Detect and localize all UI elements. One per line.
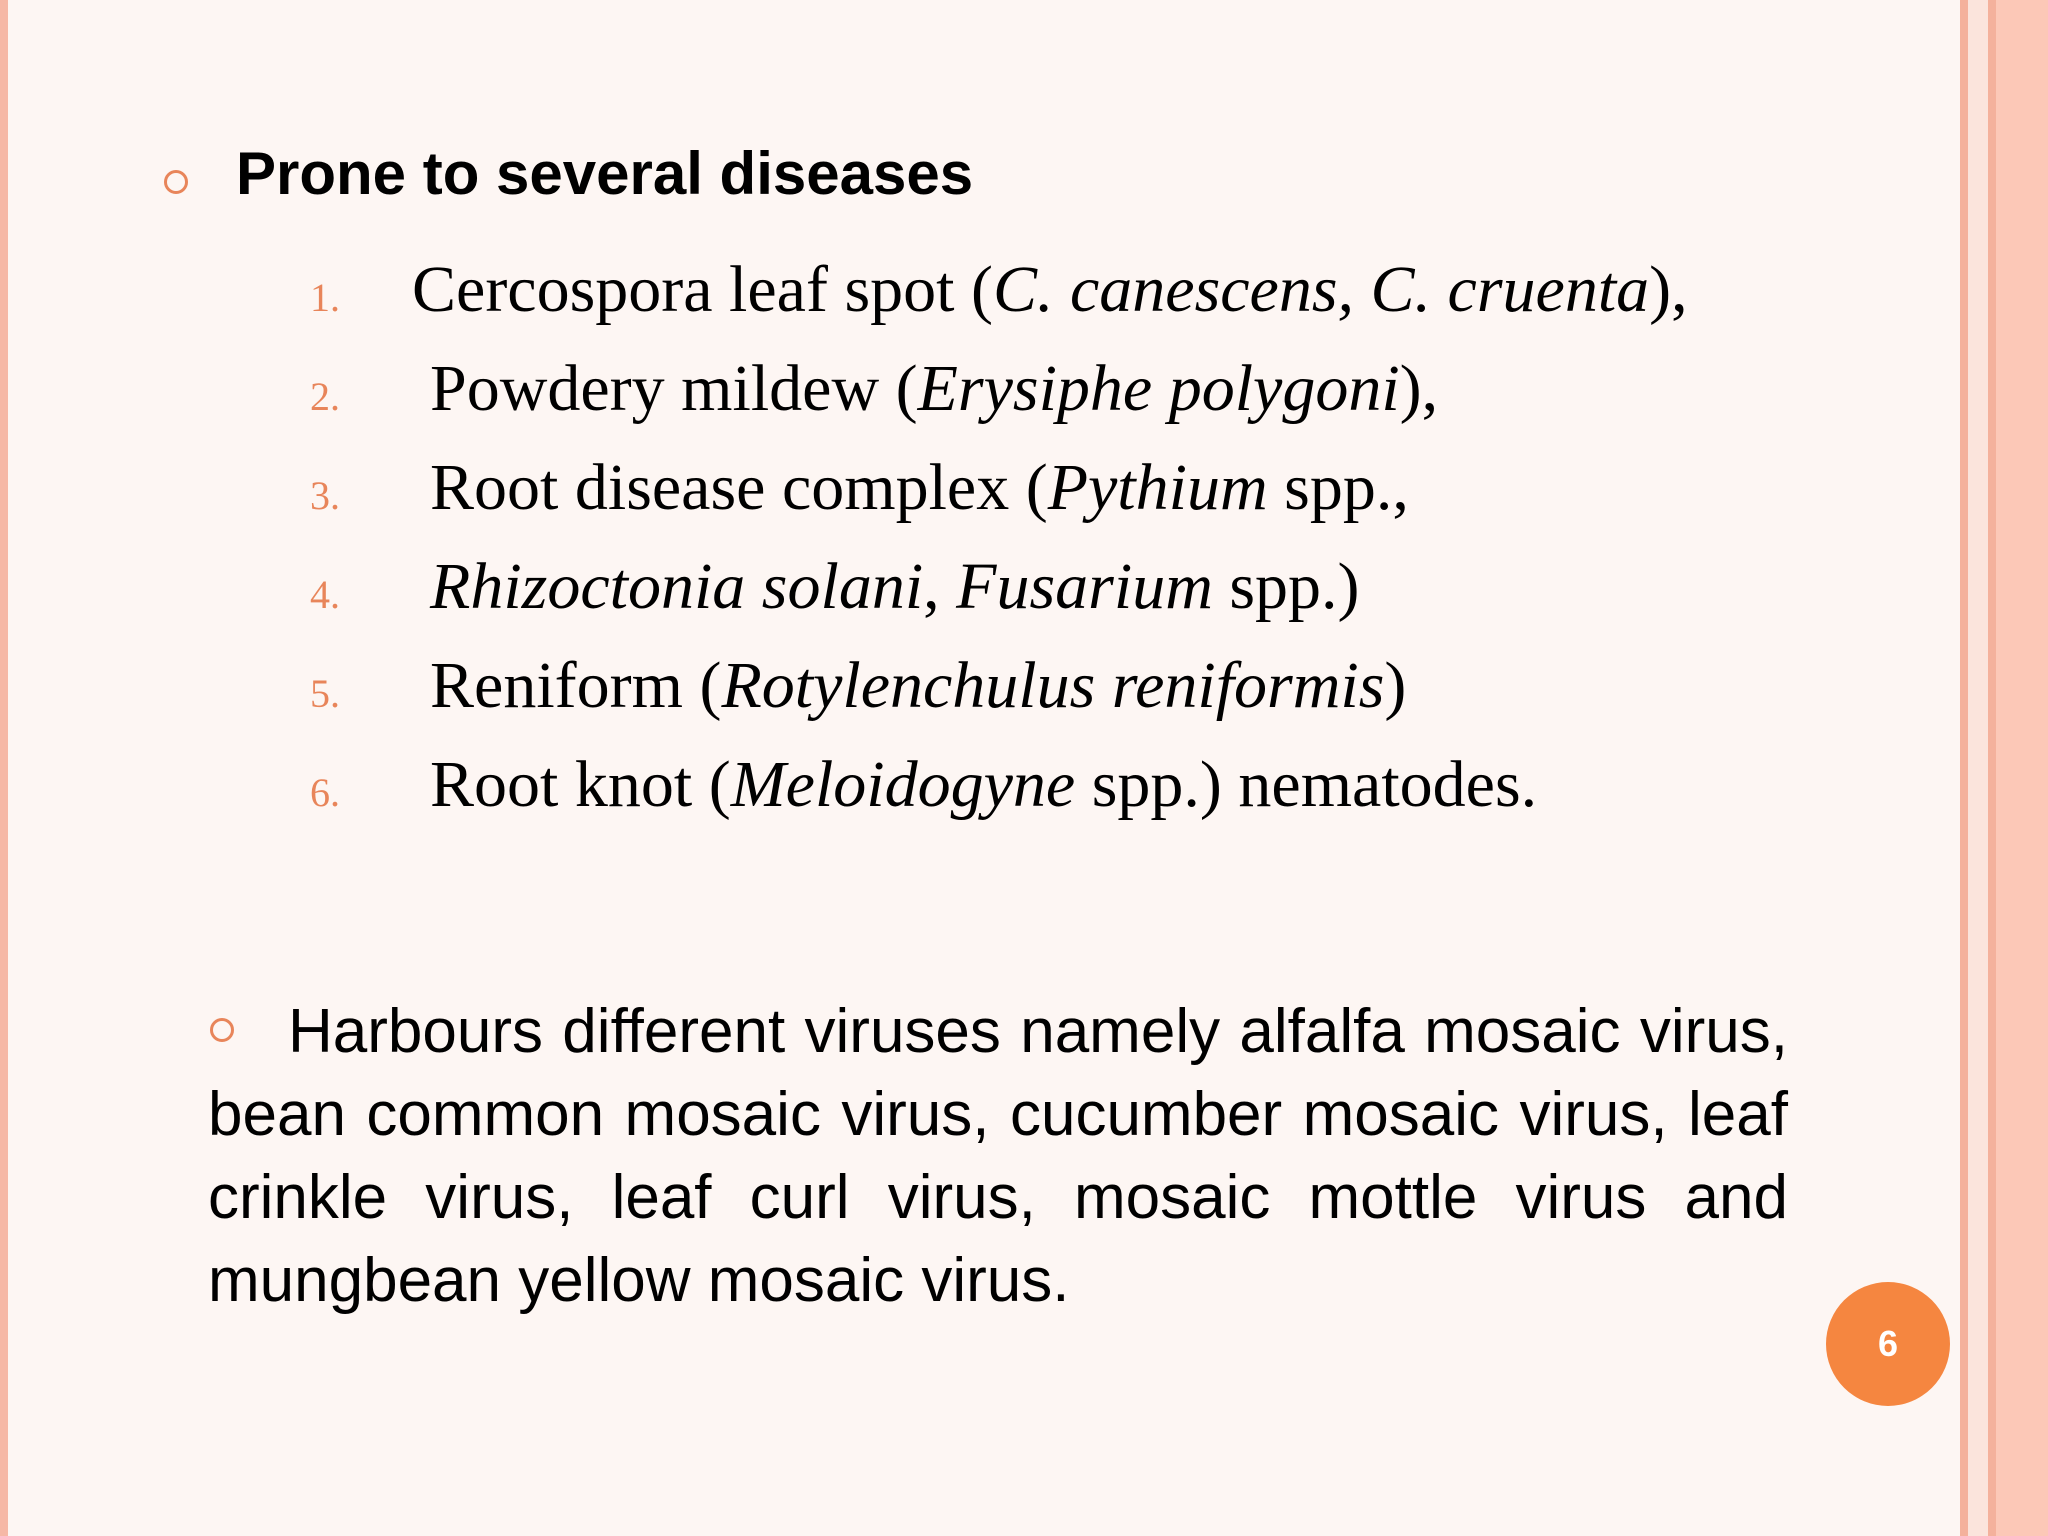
left-border-stripe [0,0,8,1536]
species-name: Pythium [1047,451,1268,524]
list-item [430,351,1438,427]
species-name: C. canescens, C. cruenta [992,253,1650,326]
species-name: Rhizoctonia solani [430,550,924,623]
species-name: Erysiphe polygoni [917,352,1400,425]
list-item-text: ), [1399,352,1439,425]
species-name: Fusarium [956,550,1213,623]
species-name: Meloidogyne [730,748,1076,821]
list-item-text: Root knot ( [430,748,731,821]
list-item-text: Cercospora leaf spot ( [412,253,993,326]
list-number: 4. [310,572,340,617]
species-name: Rotylenchulus reniformis [721,649,1385,722]
list-item-text: Root disease complex ( [430,451,1048,524]
list-item-text: , [923,550,957,623]
list-item-text: spp.) nematodes. [1075,748,1538,821]
right-border-stripe [1960,0,1968,1536]
list-item [430,549,1360,625]
list-number: 2. [310,374,340,419]
list-number: 5. [310,671,340,716]
list-item-text: spp.) [1212,550,1360,623]
slide-heading: Prone to several diseases [236,140,974,207]
right-border-stripe [1968,0,1988,1536]
list-item-text: ) [1384,649,1407,722]
list-item-text: Powdery mildew ( [430,352,918,425]
right-border-stripe [1996,0,2048,1536]
right-border-stripe [1988,0,1996,1536]
page-number-badge: 6 [1826,1282,1950,1406]
list-item-text: Reniform ( [430,649,722,722]
list-number: 1. [310,275,340,320]
list-item [430,648,1406,724]
circle-bullet-icon [164,170,188,194]
list-item [430,450,1409,526]
list-number: 3. [310,473,340,518]
list-item-text: spp., [1267,451,1409,524]
list-item [412,252,1688,328]
virus-paragraph: Harbours different viruses namely alfalfa mosaic virus, bean common mosaic virus, cucumber mosaic virus, leaf crinkle virus, leaf curl virus, mosaic mottle virus and mungbean yellow mosaic virus. [208,997,1788,1315]
list-item [430,747,1537,823]
list-item-text: ), [1649,253,1688,326]
list-number: 6. [310,770,340,815]
